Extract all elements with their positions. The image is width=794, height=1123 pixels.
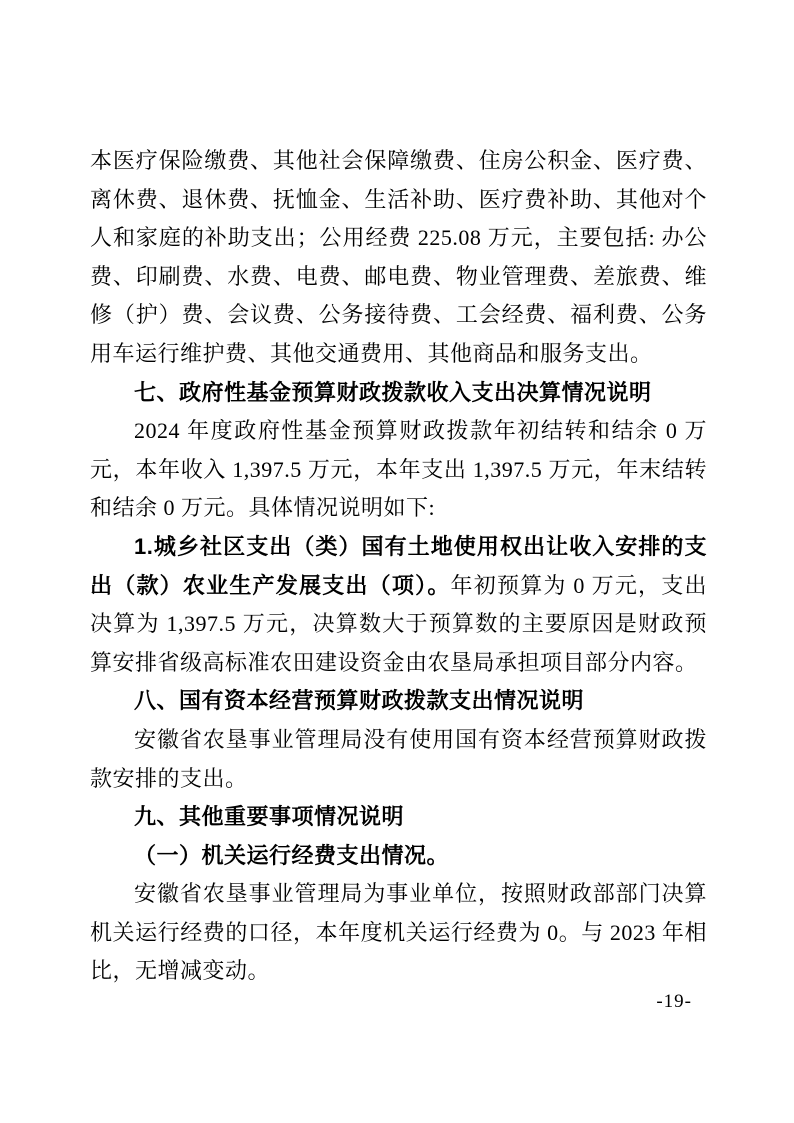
page-number: -19- bbox=[656, 991, 692, 1012]
section-7-paragraph: 2024 年度政府性基金预算财政拨款年初结转和结余 0 万元，本年收入 1,397.5 万元，本年支出 1,397.5 万元，年末结转和结余 0 万元。具体情况说明如下: bbox=[90, 418, 707, 521]
document-body bbox=[90, 142, 707, 991]
section-7-item-1 bbox=[90, 528, 707, 682]
section-7-item-1-text: 年初预算为 0 万元，支出决算为 1,397.5 万元，决算数大于预算数的主要原因是财政预算安排省级高标准农田建设资金由农垦局承担项目部分内容。 bbox=[90, 572, 707, 675]
section-8-heading: 八、国有资本经营预算财政拨款支出情况说明 bbox=[134, 688, 585, 714]
section-7-heading: 七、政府性基金预算财政拨款收入支出决算情况说明 bbox=[134, 379, 652, 405]
paragraph-continuation: 本医疗保险缴费、其他社会保障缴费、住房公积金、医疗费、离休费、退休费、抚恤金、生活补助、医疗费补助、其他对个人和家庭的补助支出；公用经费 225.08 万元，主要包括: 办公费、印刷费、水费、电费、邮电费、物业管理费、差旅费、维修（护）费、会议费、公务接待费、工会经费、福利费、公务用车运行维护费、其他交通费用、其他商品和服务支出。 bbox=[90, 148, 707, 366]
section-9-sub-1-paragraph: 安徽省农垦事业管理局为事业单位，按照财政部部门决算机关运行经费的口径，本年度机关运行经费为 0。与 2023 年相比，无增减变动。 bbox=[90, 881, 707, 984]
section-9-heading: 九、其他重要事项情况说明 bbox=[134, 804, 405, 830]
section-9-sub-1-heading: （一）机关运行经费支出情况。 bbox=[134, 842, 450, 868]
section-7-item-1-bold-lead: 1.城乡社区支出（类）国有土地使用权出让收入安排的支出（款）农业生产发展支出（项）。 bbox=[90, 533, 707, 598]
section-8-paragraph: 安徽省农垦事业管理局没有使用国有资本经营预算财政拨款安排的支出。 bbox=[90, 726, 707, 791]
